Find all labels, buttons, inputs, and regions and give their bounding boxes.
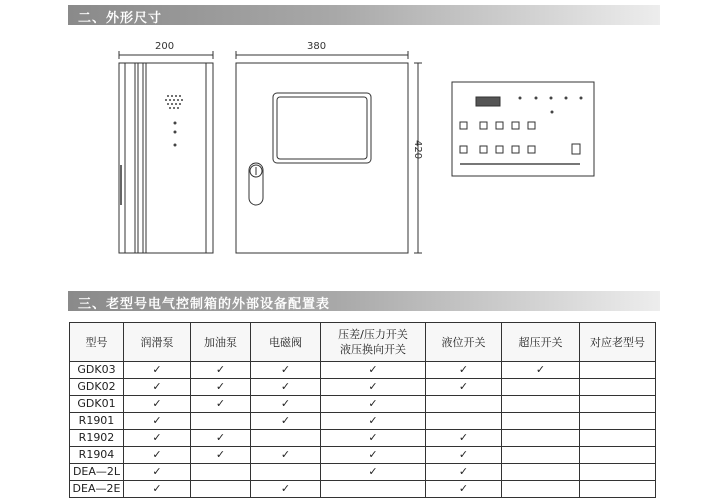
table-cell [251, 379, 321, 396]
model-cell: GDK02 [70, 379, 124, 396]
table-row [70, 447, 656, 464]
table-cell [580, 413, 656, 430]
check-icon: ✓ [152, 465, 162, 478]
column-header: 对应老型号 [580, 323, 656, 362]
model-cell: R1901 [70, 413, 124, 430]
table-cell [580, 447, 656, 464]
table-cell [502, 447, 580, 464]
check-icon: ✓ [458, 363, 469, 376]
table-cell [321, 396, 426, 413]
table-header-row [70, 323, 656, 362]
column-header: 型号 [70, 323, 124, 362]
section-title: 二、外形尺寸 [78, 11, 163, 26]
check-icon: ✓ [152, 448, 162, 461]
table-cell [124, 447, 191, 464]
model-cell: DEA—2L [70, 464, 124, 481]
table-cell [321, 413, 426, 430]
table-cell [321, 447, 426, 464]
table-cell [191, 379, 251, 396]
table-cell [426, 447, 502, 464]
model-cell: GDK01 [70, 396, 124, 413]
check-icon: ✓ [458, 431, 469, 444]
column-header: 液位开关 [426, 323, 502, 362]
check-icon: ✓ [280, 397, 291, 410]
check-icon: ✓ [368, 363, 378, 376]
check-icon: ✓ [152, 431, 162, 444]
table-cell [426, 362, 502, 379]
table-cell [124, 379, 191, 396]
cabinet-front-view [236, 63, 408, 253]
table-row [70, 379, 656, 396]
table-cell [502, 430, 580, 447]
table-cell [251, 413, 321, 430]
check-icon: ✓ [280, 482, 291, 495]
table-cell [191, 464, 251, 481]
table-cell [426, 481, 502, 498]
table-cell [124, 464, 191, 481]
table-cell [580, 379, 656, 396]
model-cell: R1904 [70, 447, 124, 464]
check-icon: ✓ [215, 431, 226, 444]
table-cell [191, 362, 251, 379]
table-cell [580, 430, 656, 447]
table-cell [426, 379, 502, 396]
table-cell [251, 464, 321, 481]
table-cell [580, 362, 656, 379]
table-row [70, 396, 656, 413]
check-icon: ✓ [458, 482, 469, 495]
table-cell [321, 464, 426, 481]
dim-side-width: 200 [155, 41, 175, 52]
check-icon: ✓ [152, 380, 162, 393]
check-icon: ✓ [152, 397, 162, 410]
check-icon: ✓ [215, 397, 226, 410]
table-cell [321, 481, 426, 498]
table-cell [321, 379, 426, 396]
dim-front-width: 380 [307, 41, 327, 52]
check-icon: ✓ [152, 363, 162, 376]
viewing-window [273, 93, 371, 163]
table-cell [580, 464, 656, 481]
table-cell [580, 481, 656, 498]
dim-height: 420 [412, 140, 423, 160]
section-header-config-table [68, 291, 660, 311]
check-icon: ✓ [215, 448, 226, 461]
table-cell [502, 413, 580, 430]
table-cell [124, 413, 191, 430]
table-cell [426, 413, 502, 430]
table-cell [191, 430, 251, 447]
column-header: 加油泵 [191, 323, 251, 362]
column-header [321, 323, 426, 362]
check-icon: ✓ [280, 414, 291, 427]
model-cell: GDK03 [70, 362, 124, 379]
check-icon: ✓ [280, 448, 291, 461]
table-cell [191, 447, 251, 464]
table-cell [321, 362, 426, 379]
check-icon: ✓ [368, 380, 378, 393]
table-cell [191, 481, 251, 498]
table-cell [124, 396, 191, 413]
check-icon: ✓ [152, 482, 162, 495]
table-row [70, 464, 656, 481]
table-cell [502, 362, 580, 379]
table-cell [426, 464, 502, 481]
column-header: 润滑泵 [124, 323, 191, 362]
check-icon: ✓ [458, 465, 469, 478]
table-cell [321, 430, 426, 447]
table-cell [251, 447, 321, 464]
model-cell: DEA—2E [70, 481, 124, 498]
table-cell [580, 396, 656, 413]
speaker-grille [165, 95, 183, 147]
check-icon: ✓ [368, 414, 378, 427]
check-icon: ✓ [368, 431, 378, 444]
check-icon: ✓ [280, 363, 291, 376]
control-panel [452, 82, 594, 176]
check-icon: ✓ [368, 397, 378, 410]
table-cell [191, 413, 251, 430]
column-header-line: 压差/压力开关 [338, 328, 408, 341]
table-cell [502, 481, 580, 498]
table-cell [251, 481, 321, 498]
table-cell [124, 481, 191, 498]
check-icon: ✓ [535, 363, 546, 376]
check-icon: ✓ [368, 465, 378, 478]
table-cell [502, 464, 580, 481]
table-cell [426, 430, 502, 447]
table-cell [191, 396, 251, 413]
table-row [70, 413, 656, 430]
table-cell [502, 396, 580, 413]
table-cell [251, 430, 321, 447]
table-row [70, 430, 656, 447]
table-cell [124, 430, 191, 447]
column-header: 超压开关 [502, 323, 580, 362]
column-header: 电磁阀 [251, 323, 321, 362]
model-cell: R1902 [70, 430, 124, 447]
check-icon: ✓ [280, 380, 291, 393]
table-row [70, 362, 656, 379]
check-icon: ✓ [368, 448, 378, 461]
table-cell [124, 362, 191, 379]
table-cell [426, 396, 502, 413]
table-cell [251, 362, 321, 379]
table-row [70, 481, 656, 498]
table-cell [502, 379, 580, 396]
section-title: 三、老型号电气控制箱的外部设备配置表 [78, 297, 331, 312]
check-icon: ✓ [458, 448, 469, 461]
cabinet-side-view [119, 63, 213, 253]
check-icon: ✓ [215, 363, 226, 376]
column-header-line: 液压换向开关 [340, 343, 406, 356]
check-icon: ✓ [152, 414, 162, 427]
check-icon: ✓ [458, 380, 469, 393]
equipment-config-table [69, 322, 656, 498]
check-icon: ✓ [215, 380, 226, 393]
table-cell [251, 396, 321, 413]
